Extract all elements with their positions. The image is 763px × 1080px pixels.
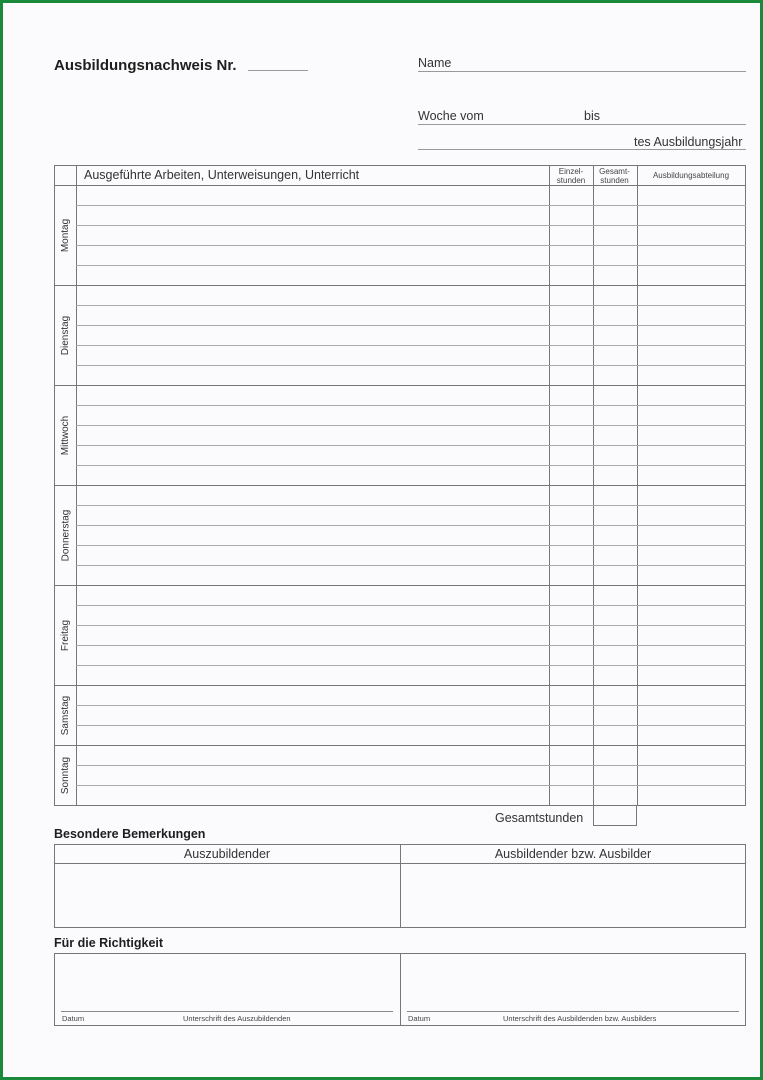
trainer-signature-label: Unterschrift des Ausbildenden bzw. Ausbilders: [503, 1014, 657, 1023]
total-hours-column-header: Gesamt- stunden: [599, 167, 630, 185]
week-from-label: Woche vom: [418, 109, 484, 123]
training-year-field[interactable]: [418, 149, 746, 150]
trainee-signature-line[interactable]: [61, 1011, 393, 1012]
day-label-tuesday: Dienstag: [60, 315, 72, 355]
table-row-line: [76, 345, 746, 346]
table-row-line: [76, 265, 746, 266]
table-row-line: [76, 705, 746, 706]
work-column-header: Ausgeführte Arbeiten, Unterweisungen, Unterricht: [84, 168, 360, 182]
remarks-trainee-header: Auszubildender: [183, 847, 271, 861]
total-hours-label: Gesamtstunden: [495, 811, 584, 825]
table-row-line: [76, 605, 746, 606]
training-year-label: tes Ausbildungsjahr: [634, 135, 743, 149]
table-row-line: [76, 305, 746, 306]
remarks-trainee-field[interactable]: [55, 864, 399, 927]
table-row-line: [76, 465, 746, 466]
remarks-trainer-header: Ausbildender bzw. Ausbilder: [494, 847, 652, 861]
table-row-line: [76, 725, 746, 726]
table-row-line: [76, 645, 746, 646]
table-row-line: [76, 525, 746, 526]
table-row-line: [76, 565, 746, 566]
confirmation-title: Für die Richtigkeit: [54, 936, 164, 950]
table-row-line: [76, 225, 746, 226]
table-row-line: [76, 425, 746, 426]
trainee-date-label: Datum: [62, 1014, 85, 1023]
table-row-line: [76, 405, 746, 406]
table-row-line: [76, 445, 746, 446]
table-row-line: [76, 205, 746, 206]
day-divider: [54, 585, 746, 586]
day-label-friday: Freitag: [60, 619, 72, 651]
day-divider: [54, 385, 746, 386]
day-label-wednesday: Mittwoch: [60, 415, 72, 455]
table-row-line: [76, 665, 746, 666]
table-row-line: [76, 325, 746, 326]
day-divider: [54, 285, 746, 286]
table-row-line: [76, 545, 746, 546]
day-label-monday: Montag: [60, 218, 72, 252]
department-column-header: Ausbildungsabteilung: [652, 171, 730, 180]
table-row-line: [76, 765, 746, 766]
table-row-line: [76, 505, 746, 506]
name-label: Name: [418, 56, 452, 70]
remarks-trainer-field[interactable]: [401, 864, 745, 927]
week-to-label: bis: [584, 109, 600, 123]
page-title: Ausbildungsnachweis Nr.: [54, 57, 237, 74]
table-row-line: [76, 785, 746, 786]
single-hours-column-header: Einzel- stunden: [556, 167, 586, 185]
day-label-saturday: Samstag: [60, 695, 72, 735]
report-number-field[interactable]: [248, 70, 308, 71]
confirmation-column-divider: [400, 953, 401, 1026]
total-hours-field[interactable]: [593, 805, 637, 826]
trainee-signature-label: Unterschrift des Auszubildenden: [183, 1014, 291, 1023]
trainer-signature-line[interactable]: [407, 1011, 739, 1012]
day-divider: [54, 685, 746, 686]
table-row-line: [76, 625, 746, 626]
day-label-sunday: Sonntag: [60, 756, 72, 794]
day-label-thursday: Donnerstag: [60, 509, 72, 561]
table-header-divider: [54, 185, 746, 186]
remarks-title: Besondere Bemerkungen: [54, 827, 206, 841]
trainer-date-label: Datum: [408, 1014, 431, 1023]
table-row-line: [76, 245, 746, 246]
table-row-line: [76, 365, 746, 366]
week-field[interactable]: [418, 124, 746, 125]
day-divider: [54, 485, 746, 486]
day-divider: [54, 745, 746, 746]
name-field[interactable]: [418, 71, 746, 72]
